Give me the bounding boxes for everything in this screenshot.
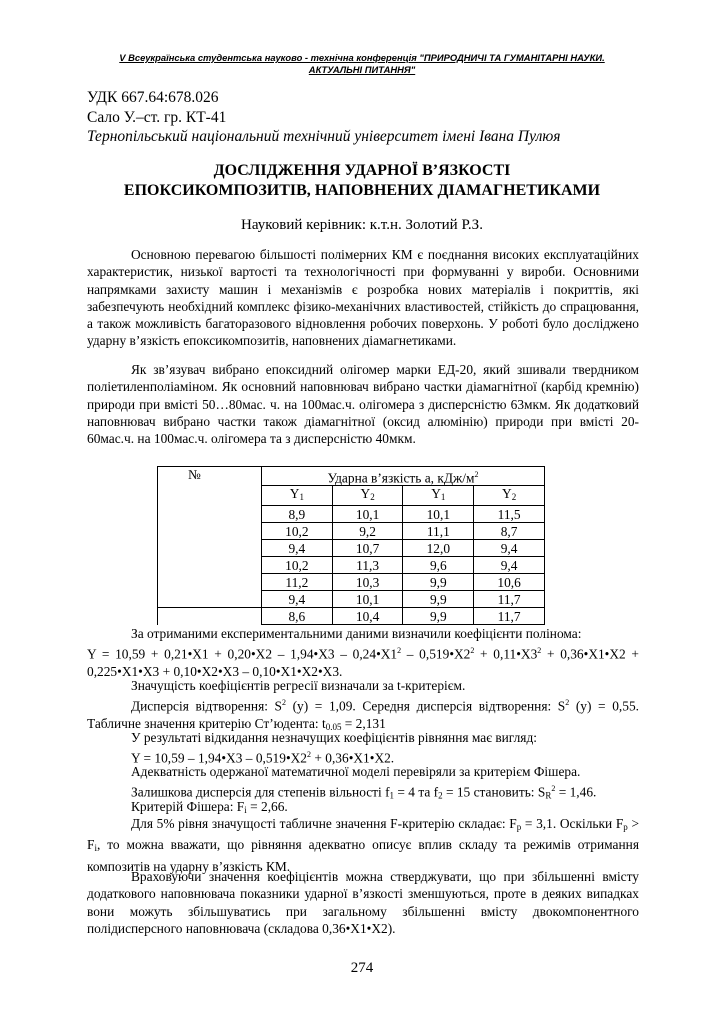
table-group-header <box>262 467 545 486</box>
subscript: R <box>545 790 552 801</box>
table-cell: 8,9 <box>262 506 333 523</box>
table-cell: 10,2 <box>262 523 333 540</box>
polynomial-part: – 0,519•X2 <box>401 646 471 662</box>
coefficients-intro <box>87 625 639 642</box>
column-letter: Y <box>431 486 441 502</box>
subscript: 0.05 <box>325 721 342 732</box>
subscript: i <box>94 843 97 854</box>
residual-part: = 15 становить: S <box>442 784 546 800</box>
table-header-row <box>158 467 545 486</box>
superscript: 2 <box>470 646 475 655</box>
fisher-table-paragraph <box>87 815 639 875</box>
paper-title-line2: ЕПОКСИКОМПОЗИТІВ, НАПОВНЕНИХ ДІАМАГНЕТИКАМИ <box>123 182 601 199</box>
fisher-table-part: = 3,1. Оскільки F <box>521 816 624 831</box>
residual-part: = 1,46. <box>555 784 597 800</box>
column-letter: Y <box>360 486 371 502</box>
conclusion-paragraph: Враховуючи значення коефіцієнтів можна стверджувати, що при збільшенні вмісту додаткового наповнювача показники ударної в’язкості зменшуються, проте в деяких випадках вони можуть збільшуватись при загальному збільшенні вмісту двокомпонентного полідисперсного наповнювача (складова 0,36•X1•X2). <box>87 869 639 936</box>
reduced-intro: У результаті відкидання незначущих коефіцієнтів рівняння має вигляд: <box>131 730 537 745</box>
column-header <box>474 486 545 506</box>
polynomial-part: + 0,11•X3 <box>474 646 538 662</box>
fisher-table-part: > F <box>87 816 639 853</box>
table-cell: 12,0 <box>403 540 474 557</box>
fisher-table-part: Для 5% рівня значущості табличне значення F-критерію складає: F <box>131 816 517 831</box>
table-cell: 11,3 <box>332 557 403 574</box>
column-letter: Y <box>289 486 300 502</box>
table-cell: 10,7 <box>332 540 403 557</box>
table-cell: 11,7 <box>474 608 545 625</box>
polynomial-equation <box>87 642 639 680</box>
table-cell: 10,2 <box>262 557 333 574</box>
dispersion-part: = 2,131 <box>341 715 386 731</box>
dispersion-part: (y) = 1,09. Середня дисперсія відтворення: S <box>286 698 566 714</box>
fisher-table-part: , то можна вважати, що рівняння адекватно описує вплив складу та режимів отримання композитів на ударну в’язкість КМ. <box>87 837 639 874</box>
column-letter: Y <box>502 486 512 502</box>
table-cell: 10,1 <box>403 506 474 523</box>
table-cell: 11,7 <box>474 591 545 608</box>
superscript: 2 <box>397 646 402 655</box>
column-sub: 2 <box>511 492 517 503</box>
subscript: i <box>244 805 247 815</box>
table-cell: 10,6 <box>474 574 545 591</box>
table-cell: 9,9 <box>403 574 474 591</box>
table-cell: 10,1 <box>332 591 403 608</box>
column-sub: 2 <box>370 492 375 503</box>
residual-part: Залишкова дисперсія для степенів вільності f <box>131 784 390 800</box>
table-cell: 9,2 <box>332 523 403 540</box>
paper-title <box>0 161 724 201</box>
polynomial-part: + 0,36•X1•X2 + 0,225•X1•X3 + 0,10•X2•X3 – 0,10•X1•X2•X3. <box>87 646 639 679</box>
subscript: p <box>623 822 628 832</box>
fisher-part: = 2,66. <box>246 799 288 814</box>
table-cell: 9,4 <box>262 540 333 557</box>
table-cell: 9,6 <box>403 557 474 574</box>
table-cell: 11,1 <box>403 523 474 540</box>
supervisor: Науковий керівник: к.т.н. Золотий Р.З. <box>241 217 483 233</box>
superscript: 2 <box>537 646 542 655</box>
paper-title-line1: ДОСЛІДЖЕННЯ УДАРНОЇ В’ЯЗКОСТІ <box>213 162 511 179</box>
column-header <box>332 486 403 506</box>
column-header <box>403 486 474 506</box>
subscript: p <box>516 822 522 832</box>
fisher-part: Критерій Фішера: F <box>131 799 245 814</box>
table-row <box>158 608 545 625</box>
table-cell: 10,4 <box>332 608 403 625</box>
table-group-header-sup: 2 <box>474 470 479 479</box>
table-number-filler <box>158 608 262 625</box>
intro-paragraph: Основною перевагою більшості полімерних КМ є поєднання високих експлуатаційних характеристик, низької вартості та технологічності при формуванні у вироби. Основними напрямками захисту машин і механізмів є розробка нових матеріалів і покриттів, які забезпечують необхідний комплекс фізико-механічних властивостей, стійкість до спрацювання, а також можливість багаторазового відновлення робочих поверхонь. У роботі було досліджено ударну в’язкість епоксикомпозитів, наповнених діамагнетиками. <box>87 247 639 349</box>
reduced-part: + 0,36•X1•X2. <box>311 750 395 766</box>
fisher-check: Адекватність одержаної математичної моделі перевіряли за критерієм Фішера. <box>131 764 581 779</box>
column-sub: 1 <box>299 492 304 503</box>
subscript: 1 <box>389 790 395 801</box>
superscript: 2 <box>565 698 570 707</box>
table-cell: 8,6 <box>262 608 333 625</box>
reduced-part: Y = 10,59 – 1,94•X3 – 0,519•X2 <box>131 750 308 766</box>
conference-header-line1: V Всеукраїнська студентська науково - технічна конференція "ПРИРОДНИЧІ ТА ГУМАНІТАРНІ НАУКИ. <box>119 52 605 63</box>
column-header <box>262 486 333 506</box>
superscript: 2 <box>551 784 556 793</box>
subscript: 2 <box>438 790 443 801</box>
university: Тернопільський національний технічний університет імені Івана Пулюя <box>87 128 561 145</box>
dispersion-part: (y) = 0,55. Табличне значення критерію Ст’юдента: t <box>87 698 639 731</box>
table-cell: 8,7 <box>474 523 545 540</box>
dispersion-part: Дисперсія відтворення: S <box>131 698 282 714</box>
conference-header-line2: АКТУАЛЬНІ ПИТАННЯ" <box>308 64 416 75</box>
author: Сало У.–ст. гр. КТ-41 <box>87 109 227 126</box>
impact-toughness-table <box>157 466 545 625</box>
table-cell: 9,9 <box>403 608 474 625</box>
t-test-line: Значущість коефіцієнтів регресії визначали за t-критерієм. <box>131 678 466 693</box>
binder-paragraph: Як зв’язувач вибрано епоксидний олігомер марки ЕД-20, який зшивали твердником поліетиленполіаміном. Як основний наповнювач вибрано частки діамагнітної (карбід кремнію) природи при вмісті 50…80мас. ч. на 100мас.ч. олігомера з дисперсністю 63мкм. Як додатковий наповнювач вибрано частки також діамагнітної (оксид алюмінію) природи при вмісті 20-60мас.ч. на 100мас.ч. олігомера та з дисперсністю 40мкм. <box>87 362 639 447</box>
table-group-header-text: Ударна в’язкість a, кДж/м <box>327 470 475 486</box>
table-cell: 9,4 <box>262 591 333 608</box>
table-number-header: № <box>158 467 262 608</box>
coefficients-intro-text: За отриманими експериментальними даними визначили коефіцієнти полінома: <box>131 626 582 641</box>
column-sub: 1 <box>440 492 446 503</box>
conference-header <box>0 52 724 76</box>
table-cell: 9,4 <box>474 557 545 574</box>
table-cell: 10,3 <box>332 574 403 591</box>
table-cell: 11,5 <box>474 506 545 523</box>
page-number: 274 <box>350 960 374 976</box>
table-cell: 10,1 <box>332 506 403 523</box>
table-cell: 11,2 <box>262 574 333 591</box>
udk-code: УДК 667.64:678.026 <box>87 89 219 106</box>
table-cell: 9,9 <box>403 591 474 608</box>
residual-part: = 4 та f <box>394 784 439 800</box>
table-cell: 9,4 <box>474 540 545 557</box>
polynomial-part: Y = 10,59 + 0,21•X1 + 0,20•X2 – 1,94•X3 – 0,24•X1 <box>87 646 398 662</box>
superscript: 2 <box>307 750 312 759</box>
superscript: 2 <box>282 698 286 707</box>
